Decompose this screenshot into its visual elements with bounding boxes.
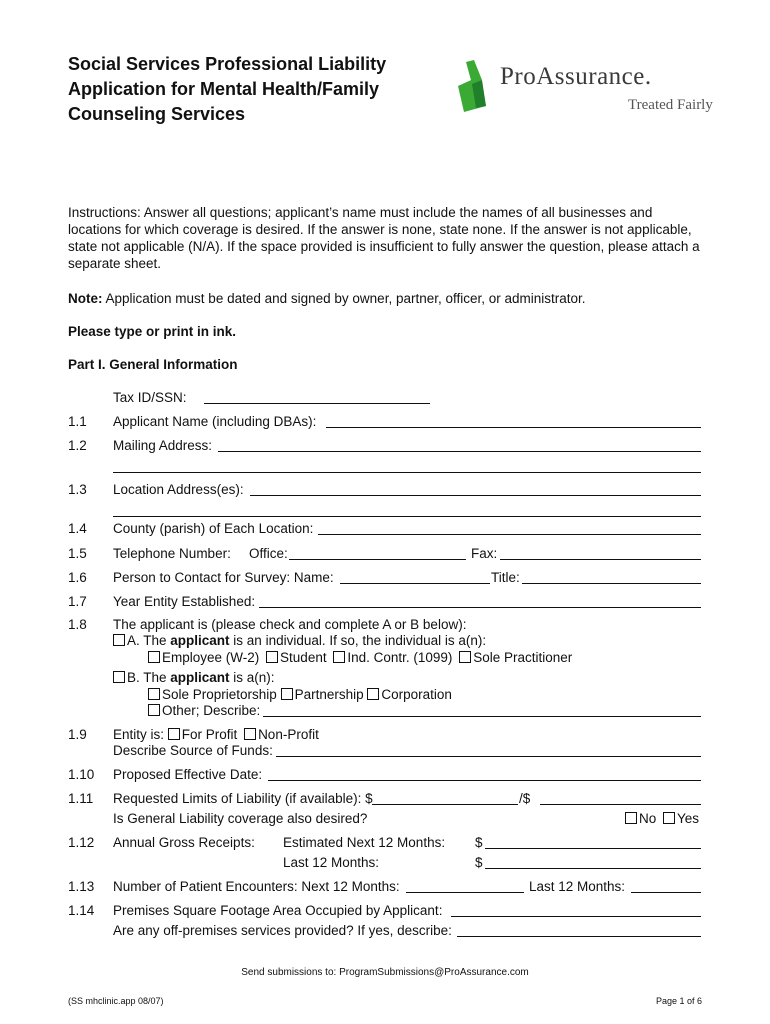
ind-contr-checkbox[interactable] [333, 651, 345, 663]
gl-no-label: No [639, 811, 657, 826]
q1-6-number: 1.6 [68, 570, 87, 585]
fax-field[interactable] [500, 545, 701, 560]
other-checkbox[interactable] [148, 704, 160, 716]
off-premises-field[interactable] [457, 922, 701, 937]
gl-no-checkbox[interactable] [625, 812, 637, 824]
year-established-label: Year Entity Established: [113, 594, 256, 609]
sole-proprietorship-label: Sole Proprietorship [162, 687, 277, 702]
source-of-funds-field[interactable] [276, 742, 701, 757]
form-id: (SS mhclinic.app 08/07) [68, 996, 164, 1006]
applicant-name-label: Applicant Name (including DBAs): [113, 414, 317, 429]
option-b-bold: applicant [170, 670, 230, 685]
location-address-field[interactable] [250, 481, 701, 496]
for-profit-label: For Profit [181, 727, 238, 742]
page-number: Page 1 of 6 [656, 996, 703, 1006]
gross-receipts-label: Annual Gross Receipts: [113, 835, 255, 850]
non-profit-checkbox[interactable] [244, 728, 256, 740]
q1-4-number: 1.4 [68, 521, 87, 536]
mailing-address-field-2[interactable] [113, 458, 701, 473]
gl-options-row [625, 810, 699, 827]
encounters-last-field[interactable] [631, 878, 701, 893]
title-line-1: Social Services Professional Liability [68, 54, 387, 74]
non-profit-label: Non-Profit [258, 727, 319, 742]
part-1-heading: Part I. General Information [68, 357, 238, 372]
entity-is-label: Entity is: [113, 727, 165, 742]
source-of-funds-label: Describe Source of Funds: [113, 743, 273, 758]
encounters-last-label: Last 12 Months: [529, 879, 626, 894]
submission-note: Send submissions to: ProgramSubmissions@ProAssurance.com [241, 967, 529, 978]
gl-yes-label: Yes [677, 811, 700, 826]
encounters-next-field[interactable] [406, 878, 524, 893]
other-describe-field[interactable] [263, 702, 701, 717]
general-liability-label: Is General Liability coverage also desired? [113, 811, 368, 826]
title-line-3: Counseling Services [68, 104, 246, 124]
for-profit-checkbox[interactable] [168, 728, 180, 740]
form-title [68, 52, 448, 127]
employee-label: Employee (W-2) [162, 650, 260, 665]
q1-11-number: 1.11 [68, 791, 94, 806]
q1-5-number: 1.5 [68, 546, 87, 561]
telephone-label: Telephone Number: [113, 546, 231, 561]
limit-aggregate-field[interactable] [540, 790, 701, 805]
option-b-checkbox[interactable] [113, 671, 125, 683]
title-line-2: Application for Mental Health/Family [68, 79, 380, 99]
year-established-field[interactable] [259, 593, 701, 608]
off-premises-label: Are any off-premises services provided? If yes, describe: [113, 923, 452, 938]
next-12-dollar: $ [475, 835, 483, 850]
option-a-row [113, 632, 486, 649]
last-12-months-label: Last 12 Months: [283, 855, 380, 870]
contact-name-label: Person to Contact for Survey: Name: [113, 570, 334, 585]
q1-9-number: 1.9 [68, 727, 87, 742]
q1-8-number: 1.8 [68, 617, 87, 632]
tax-id-label: Tax ID/SSN: [113, 390, 187, 405]
contact-title-label: Title: [491, 570, 520, 585]
county-label: County (parish) of Each Location: [113, 521, 314, 536]
next-12-months-label: Estimated Next 12 Months: [283, 835, 446, 850]
effective-date-label: Proposed Effective Date: [113, 767, 263, 782]
applicant-type-label: The applicant is (please check and complete A or B below): [113, 617, 467, 632]
note-text: Application must be dated and signed by owner, partner, officer, or administrator. [102, 291, 586, 306]
limits-separator: /$ [519, 791, 531, 806]
option-a-checkbox[interactable] [113, 634, 125, 646]
option-a-prefix: A. The [127, 633, 171, 648]
square-footage-field[interactable] [451, 902, 701, 917]
individual-options-row [148, 649, 572, 666]
effective-date-field[interactable] [268, 766, 701, 781]
student-label: Student [280, 650, 327, 665]
applicant-name-field[interactable] [326, 413, 701, 428]
option-b-row [113, 669, 275, 686]
ink-note: Please type or print in ink. [68, 324, 237, 339]
mailing-address-label: Mailing Address: [113, 438, 213, 453]
q1-1-number: 1.1 [68, 414, 87, 429]
q1-13-number: 1.13 [68, 879, 95, 894]
last-12-dollar: $ [475, 855, 483, 870]
q1-3-number: 1.3 [68, 482, 87, 497]
sole-proprietorship-checkbox[interactable] [148, 688, 160, 700]
other-row [148, 702, 260, 719]
last-12-receipts-field[interactable] [485, 854, 701, 869]
q1-12-number: 1.12 [68, 835, 95, 850]
logo-wordmark: ProAssurance. [500, 63, 652, 90]
entity-type-row [113, 726, 319, 743]
q1-2-number: 1.2 [68, 438, 87, 453]
partnership-label: Partnership [294, 687, 364, 702]
contact-name-field[interactable] [340, 569, 490, 584]
next-12-receipts-field[interactable] [485, 834, 701, 849]
county-field[interactable] [318, 520, 701, 535]
mailing-address-field[interactable] [218, 437, 701, 452]
entity-options-row [148, 686, 452, 703]
option-b-suffix: is a(n): [229, 670, 275, 685]
other-label: Other; Describe: [162, 703, 261, 718]
note-label: Note: [68, 291, 103, 306]
office-phone-field[interactable] [289, 545, 466, 560]
instructions: Instructions: Answer all questions; applicant’s name must include the names of all businesses and locations for which coverage is desired. If the answer is none, state none. If the answer is not applicable, state not applicable (N/A). If the space provided is insufficient to fully answer the question, please attach a separate sheet. [68, 205, 700, 271]
q1-10-number: 1.10 [68, 767, 95, 782]
student-checkbox[interactable] [266, 651, 278, 663]
option-a-suffix: is an individual. If so, the individual is a(n): [229, 633, 487, 648]
tax-id-field[interactable] [204, 389, 430, 404]
limit-per-claim-field[interactable] [372, 790, 518, 805]
option-b-prefix: B. The [127, 670, 171, 685]
q1-14-number: 1.14 [68, 903, 95, 918]
logo-tagline: Treated Fairly [628, 97, 713, 113]
sole-practitioner-checkbox[interactable] [459, 651, 471, 663]
gl-yes-checkbox[interactable] [663, 812, 675, 824]
ind-contr-label: Ind. Contr. (1099) [347, 650, 453, 665]
note [68, 290, 586, 307]
sole-practitioner-label: Sole Practitioner [473, 650, 573, 665]
square-footage-label: Premises Square Footage Area Occupied by Applicant: [113, 903, 443, 918]
office-label: Office: [249, 546, 288, 561]
encounters-next-label: Number of Patient Encounters: Next 12 Months: [113, 879, 400, 894]
employee-checkbox[interactable] [148, 651, 160, 663]
fax-label: Fax: [471, 546, 498, 561]
contact-title-field[interactable] [522, 569, 701, 584]
proassurance-leaf-logo-icon [452, 58, 496, 114]
q1-7-number: 1.7 [68, 594, 87, 609]
option-a-bold: applicant [170, 633, 230, 648]
corporation-label: Corporation [381, 687, 452, 702]
location-address-field-2[interactable] [113, 502, 701, 517]
partnership-checkbox[interactable] [281, 688, 293, 700]
corporation-checkbox[interactable] [367, 688, 379, 700]
limits-label: Requested Limits of Liability (if available): $ [113, 791, 373, 806]
location-address-label: Location Address(es): [113, 482, 244, 497]
